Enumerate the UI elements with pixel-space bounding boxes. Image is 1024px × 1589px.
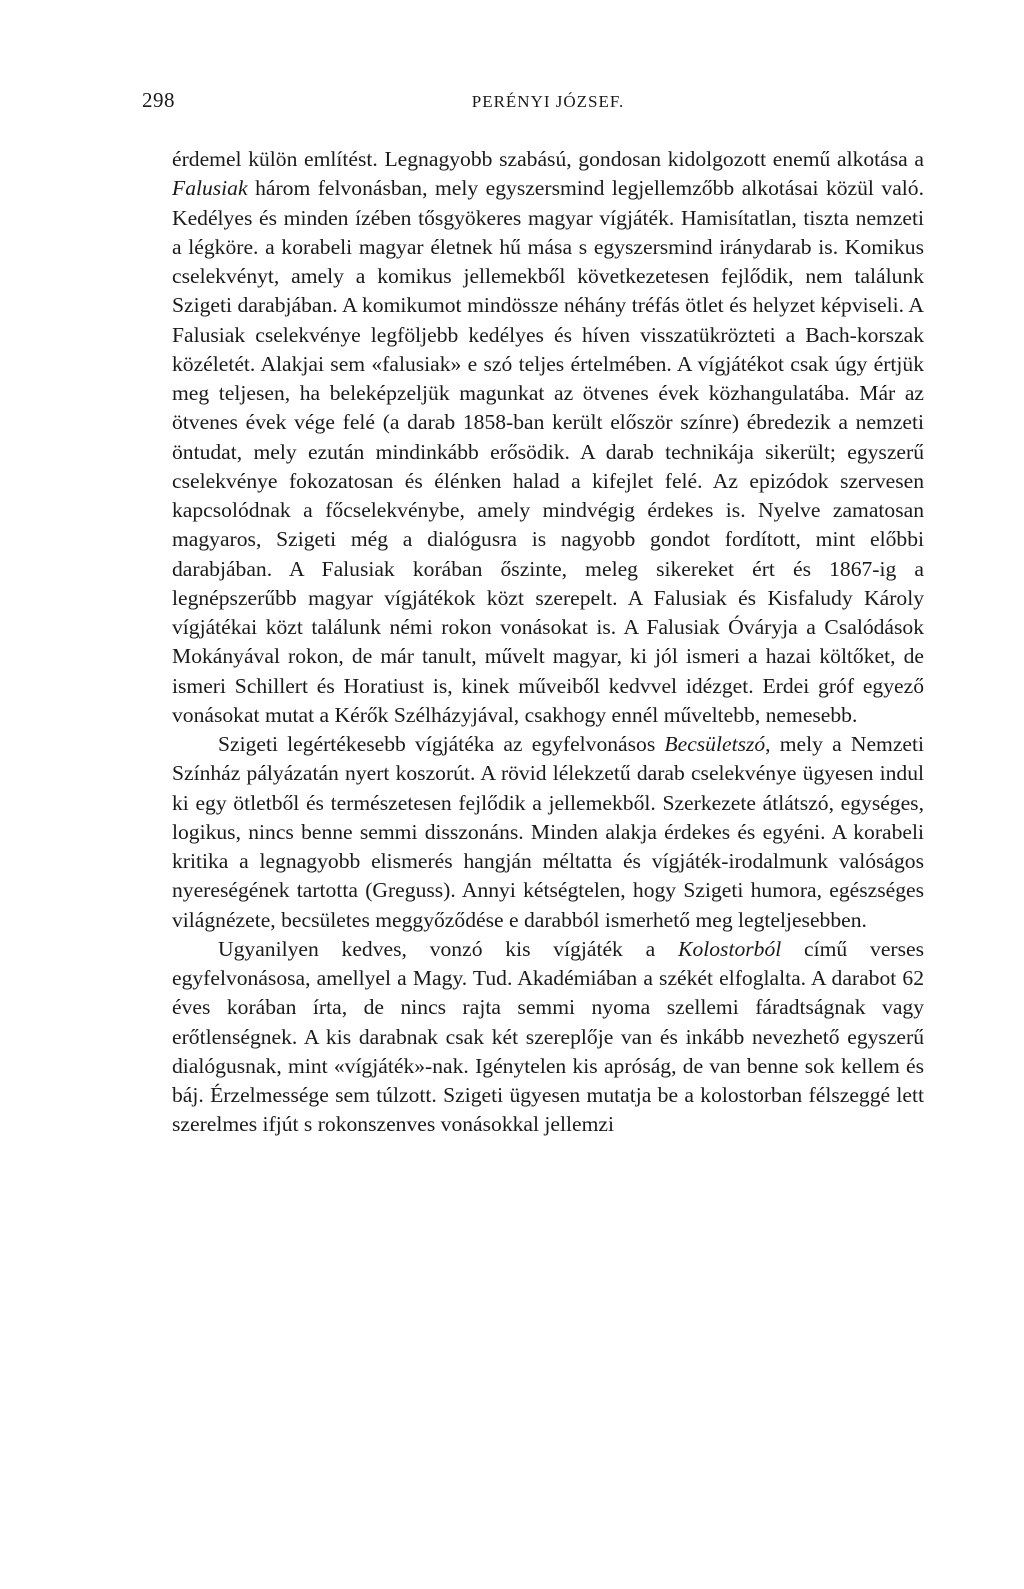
paragraph-1-text-1: érdemel külön említést. Legnagyobb szabású, gondosan kidolgozott enemű alkotása a xyxy=(172,147,924,171)
paragraph-3-text-2: című verses egyfelvonásosa, amellyel a Magy. Tud. Akadémiában a székét elfoglalta. A darabot 62 éves korában írta, de nincs rajta semmi nyoma szellemi fáradtságnak vagy erőtlenségnek. A kis darabnak csak két szereplője van és inkább nevezhető egyszerű dialógusnak, mint «vígjáték»-nak. Igénytelen kis apróság, de van benne sok kellem és báj. Érzelmessége sem túlzott. Szigeti ügyesen mutatja be a kolostorban félszeggé lett szerelmes ifjút s rokonszenves vonásokkal jellemzi xyxy=(172,936,924,1137)
paragraph-1-text-2: három felvonásban, mely egyszersmind legjellemzőbb alkotásai közül való. Kedélyes és minden ízében tősgyökeres magyar vígjáték. Hamisítatlan, tiszta nemzeti a légköre. a korabeli magyar életnek hű mása s egyszersmind iránydarab is. Komikus cselekvényt, amely a komikus jellemekből következetesen fejlődik, nem találunk Szigeti darabjában. A komikumot mindössze néhány tréfás ötlet és helyzet képviseli. A Falusiak cselekvénye legföljebb kedélyes és híven visszatükrözteti a Bach-korszak közéletét. Alakjai sem «falusiak» e szó teljes értelmében. A vígjátékot csak úgy értjük meg teljesen, ha beleképzeljük magunkat az ötvenes évek közhangulatába. Már az ötvenes évek vége felé (a darab 1858-ban került először színre) ébredezik a nemzeti öntudat, mely ezután mindinkább erősödik. A darab technikája sikerült; egyszerű cselekvénye fokozatosan és élénken halad a kifejlet felé. Az epizódok szervesen kapcsolódnak a főcselekvénybe, amely mindvégig érdekes is. Nyelve zamatosan magyaros, Szigeti még a dialógusra is nagyobb gondot fordított, mint előbbi darabjában. A Falusiak korában őszinte, meleg sikereket ért és 1867-ig a legnépszerűbb magyar vígjátékok közt szerepelt. A Falusiak és Kisfaludy Károly vígjátékai közt találunk némi rokon vonásokat is. A Falusiak Óváryja a Csalódások Mokányával rokon, de már tanult, művelt magyar, ki jól ismeri a hazai költőket, de ismeri Schillert és Horatiust is, kinek műveiből kedvvel idézget. Erdei gróf egyező vonásokat mutat a Kérők Szélházyjával, csakhogy ennél műveltebb, nemesebb. xyxy=(172,176,924,727)
paragraph-2-text-1: Szigeti legértékesebb vígjátéka az egyfelvonásos xyxy=(218,732,665,756)
paragraph-1 xyxy=(172,145,924,730)
paragraph-3-text-1: Ugyanilyen kedves, vonzó kis vígjáték a xyxy=(218,936,679,961)
paragraph-3 xyxy=(172,935,924,1140)
title-kolostorbol: Kolostorból xyxy=(678,936,782,961)
paragraph-2 xyxy=(172,730,924,935)
running-head xyxy=(142,88,924,118)
running-title: PERÉNYI JÓZSEF. xyxy=(471,92,625,111)
page-number: 298 xyxy=(142,88,175,112)
title-falusiak: Falusiak xyxy=(172,176,248,201)
paragraph-2-text-2: , mely a Nemzeti Színház pályázatán nyert koszorút. A rövid lélekzetű darab cselekvénye ügyesen indul ki egy ötletből és természetesen fejlődik a jellemekből. Szerkezete átlátszó, egységes, logikus, nincs benne semmi disszonáns. Minden alakja érdekes és egyéni. A korabeli kritika a legnagyobb elismerés hangján méltatta és vígjáték-irodalmunk valóságos nyereségének tartotta (Greguss). Annyi kétségtelen, hogy Szigeti humora, egészséges világnézete, becsületes meggyőződése e darabból ismerhető meg legteljesebben. xyxy=(172,732,925,932)
body-text xyxy=(172,145,924,1140)
title-becsuletszo: Becsületszó xyxy=(664,732,766,756)
